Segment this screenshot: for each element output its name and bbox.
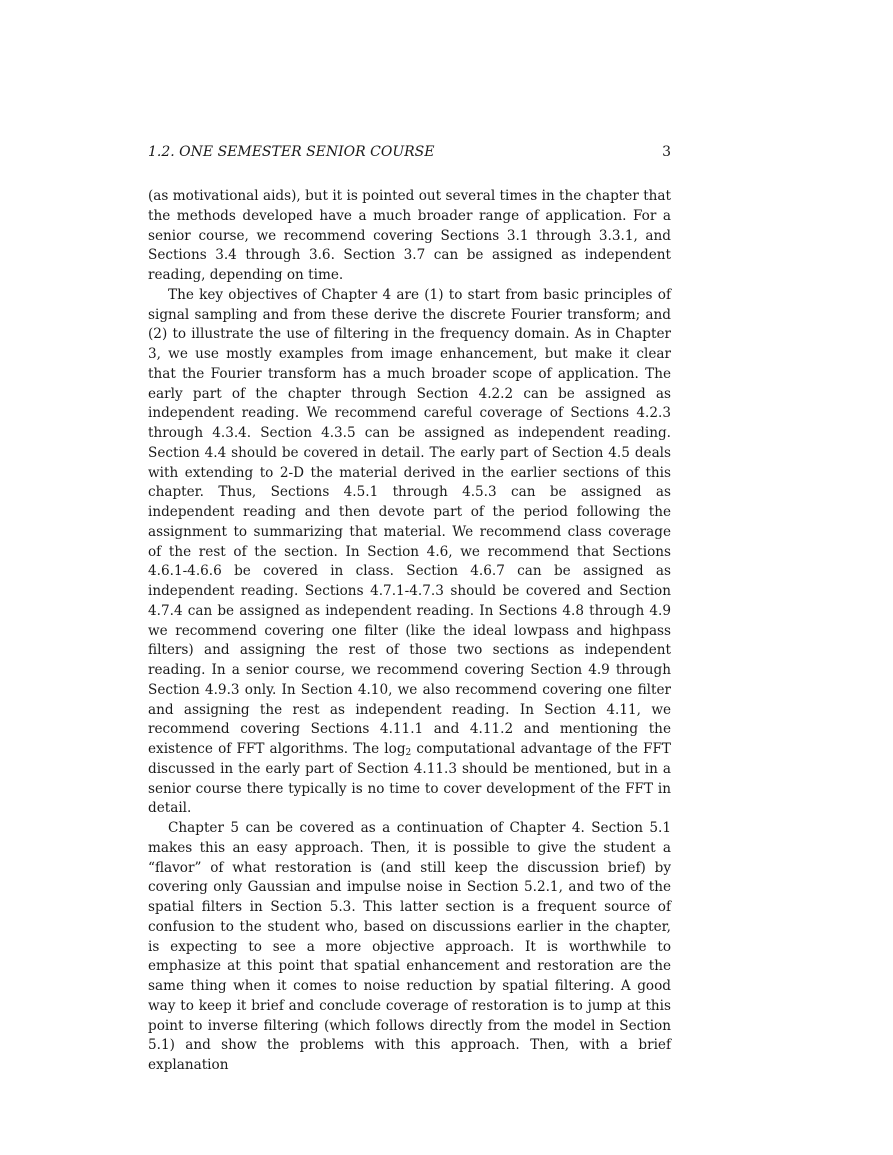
page	[148, 142, 671, 1076]
paragraph-2-text-b: computational advantage of the FFT discussed in the early part of Section 4.11.3 should be mentioned, but in a senior course there typically is no time to cover development of the FFT in detail.	[148, 741, 671, 817]
page-number: 3	[662, 144, 671, 160]
log-subscript: 2	[405, 748, 412, 758]
paragraph-1: (as motivational aids), but it is pointed out several times in the chapter that the methods developed have a much broader range of application. For a senior course, we recommend covering Sections 3.1 through 3.3.1, and Sections 3.4 through 3.6. Section 3.7 can be assigned as independent reading, depending on time.	[148, 188, 671, 283]
running-header	[148, 142, 671, 162]
section-title: 1.2. ONE SEMESTER SENIOR COURSE	[148, 144, 435, 160]
paragraph-2	[148, 286, 671, 819]
paragraph-2-text-a: The key objectives of Chapter 4 are (1) to start from basic principles of signal sampling and from these derive the discrete Fourier transform; and (2) to illustrate the use of filtering in the frequency domain. As in Chapter 3, we use mostly examples from image enhancement, but make it clear that the Fourier transform has a much broader scope of application. The early part of the chapter through Section 4.2.2 can be assigned as independent reading. We recommend careful coverage of Sections 4.2.3 through 4.3.4. Section 4.3.5 can be assigned as independent reading. Section 4.4 should be covered in detail. The early part of Section 4.5 deals with extending to 2-D the material derived in the earlier sections of this chapter. Thus, Sections 4.5.1 through 4.5.3 can be assigned as independent reading and then devote part of the period following the assignment to summarizing that material. We recommend class coverage of the rest of the section. In Section 4.6, we recommend that Sections 4.6.1-4.6.6 be covered in class. Section 4.6.7 can be assigned as independent reading. Sections 4.7.1-4.7.3 should be covered and Section 4.7.4 can be assigned as independent reading. In Sections 4.8 through 4.9 we recommend covering one filter (like the ideal lowpass and highpass filters) and assigning the rest of those two sections as independent reading. In a senior course, we recommend covering Section 4.9 through Section 4.9.3 only. In Section 4.10, we also recommend covering one filter and assigning the rest as independent reading. In Section 4.11, we recommend covering Sections 4.11.1 and 4.11.2 and mentioning the existence of FFT algorithms. The log	[148, 286, 671, 757]
body-text	[148, 187, 671, 1076]
paragraph-3: Chapter 5 can be covered as a continuation of Chapter 4. Section 5.1 makes this an easy approach. Then, it is possible to give the student a “flavor” of what restoration is (and still keep the discussion brief) by covering only Gaussian and impulse noise in Section 5.2.1, and two of the spatial filters in Section 5.3. This latter section is a frequent source of confusion to the student who, based on discussions earlier in the chapter, is expecting to see a more objective approach. It is worthwhile to emphasize at this point that spatial enhancement and restoration are the same thing when it comes to noise reduction by spatial filtering. A good way to keep it brief and conclude coverage of restoration is to jump at this point to inverse filtering (which follows directly from the model in Section 5.1) and show the problems with this approach. Then, with a brief explanation	[148, 820, 671, 1073]
